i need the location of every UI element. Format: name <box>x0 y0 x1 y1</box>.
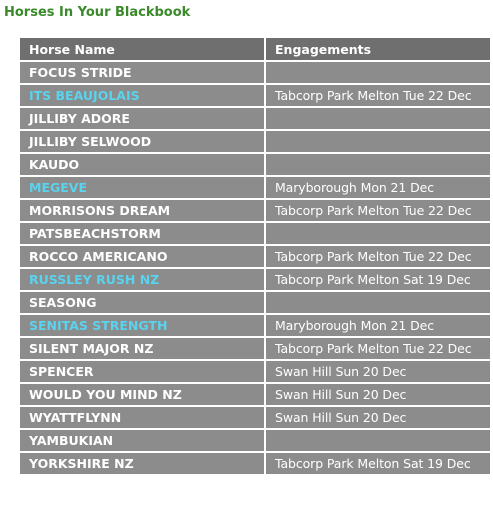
engagement-cell <box>265 222 491 245</box>
table-row <box>19 61 491 84</box>
table-header-row <box>19 37 491 61</box>
horse-name-cell: YORKSHIRE NZ <box>19 452 265 475</box>
table-row <box>19 199 491 222</box>
horse-name-link[interactable]: MEGEVE <box>19 176 265 199</box>
column-header-horse-name: Horse Name <box>19 37 265 61</box>
horse-name-cell: ROCCO AMERICANO <box>19 245 265 268</box>
horse-name-cell: YAMBUKIAN <box>19 429 265 452</box>
table-row <box>19 452 491 475</box>
column-header-engagements: Engagements <box>265 37 491 61</box>
horse-name-cell: JILLIBY SELWOOD <box>19 130 265 153</box>
engagement-cell <box>265 107 491 130</box>
table-row <box>19 383 491 406</box>
engagement-cell: Swan Hill Sun 20 Dec <box>265 406 491 429</box>
engagement-cell: Tabcorp Park Melton Tue 22 Dec <box>265 84 491 107</box>
engagement-cell: Maryborough Mon 21 Dec <box>265 314 491 337</box>
horse-name-cell: SEASONG <box>19 291 265 314</box>
horse-name-link[interactable]: RUSSLEY RUSH NZ <box>19 268 265 291</box>
table-row <box>19 130 491 153</box>
table-row <box>19 107 491 130</box>
blackbook-table-container <box>18 36 490 476</box>
horse-name-cell: SPENCER <box>19 360 265 383</box>
table-row <box>19 176 491 199</box>
table-row <box>19 84 491 107</box>
table-row <box>19 337 491 360</box>
horse-name-cell: KAUDO <box>19 153 265 176</box>
page-title: Horses In Your Blackbook <box>4 5 191 20</box>
horse-name-link[interactable]: SENITAS STRENGTH <box>19 314 265 337</box>
table-row <box>19 291 491 314</box>
engagement-cell: Tabcorp Park Melton Tue 22 Dec <box>265 337 491 360</box>
engagement-cell: Tabcorp Park Melton Sat 19 Dec <box>265 268 491 291</box>
engagement-cell: Swan Hill Sun 20 Dec <box>265 360 491 383</box>
horse-name-cell: FOCUS STRIDE <box>19 61 265 84</box>
engagement-cell <box>265 61 491 84</box>
table-row <box>19 153 491 176</box>
table-body <box>19 61 491 475</box>
horse-name-cell: MORRISONS DREAM <box>19 199 265 222</box>
engagement-cell: Tabcorp Park Melton Tue 22 Dec <box>265 245 491 268</box>
engagement-cell: Tabcorp Park Melton Tue 22 Dec <box>265 199 491 222</box>
engagement-cell: Swan Hill Sun 20 Dec <box>265 383 491 406</box>
engagement-cell <box>265 130 491 153</box>
blackbook-table <box>18 36 492 476</box>
table-row <box>19 360 491 383</box>
horse-name-cell: PATSBEACHSTORM <box>19 222 265 245</box>
engagement-cell: Maryborough Mon 21 Dec <box>265 176 491 199</box>
engagement-cell: Tabcorp Park Melton Sat 19 Dec <box>265 452 491 475</box>
table-row <box>19 222 491 245</box>
horse-name-link[interactable]: ITS BEAUJOLAIS <box>19 84 265 107</box>
table-row <box>19 429 491 452</box>
engagement-cell <box>265 291 491 314</box>
engagement-cell <box>265 429 491 452</box>
horse-name-cell: JILLIBY ADORE <box>19 107 265 130</box>
table-row <box>19 406 491 429</box>
horse-name-cell: WOULD YOU MIND NZ <box>19 383 265 406</box>
horse-name-cell: WYATTFLYNN <box>19 406 265 429</box>
table-row <box>19 245 491 268</box>
table-row <box>19 268 491 291</box>
horse-name-cell: SILENT MAJOR NZ <box>19 337 265 360</box>
table-row <box>19 314 491 337</box>
engagement-cell <box>265 153 491 176</box>
